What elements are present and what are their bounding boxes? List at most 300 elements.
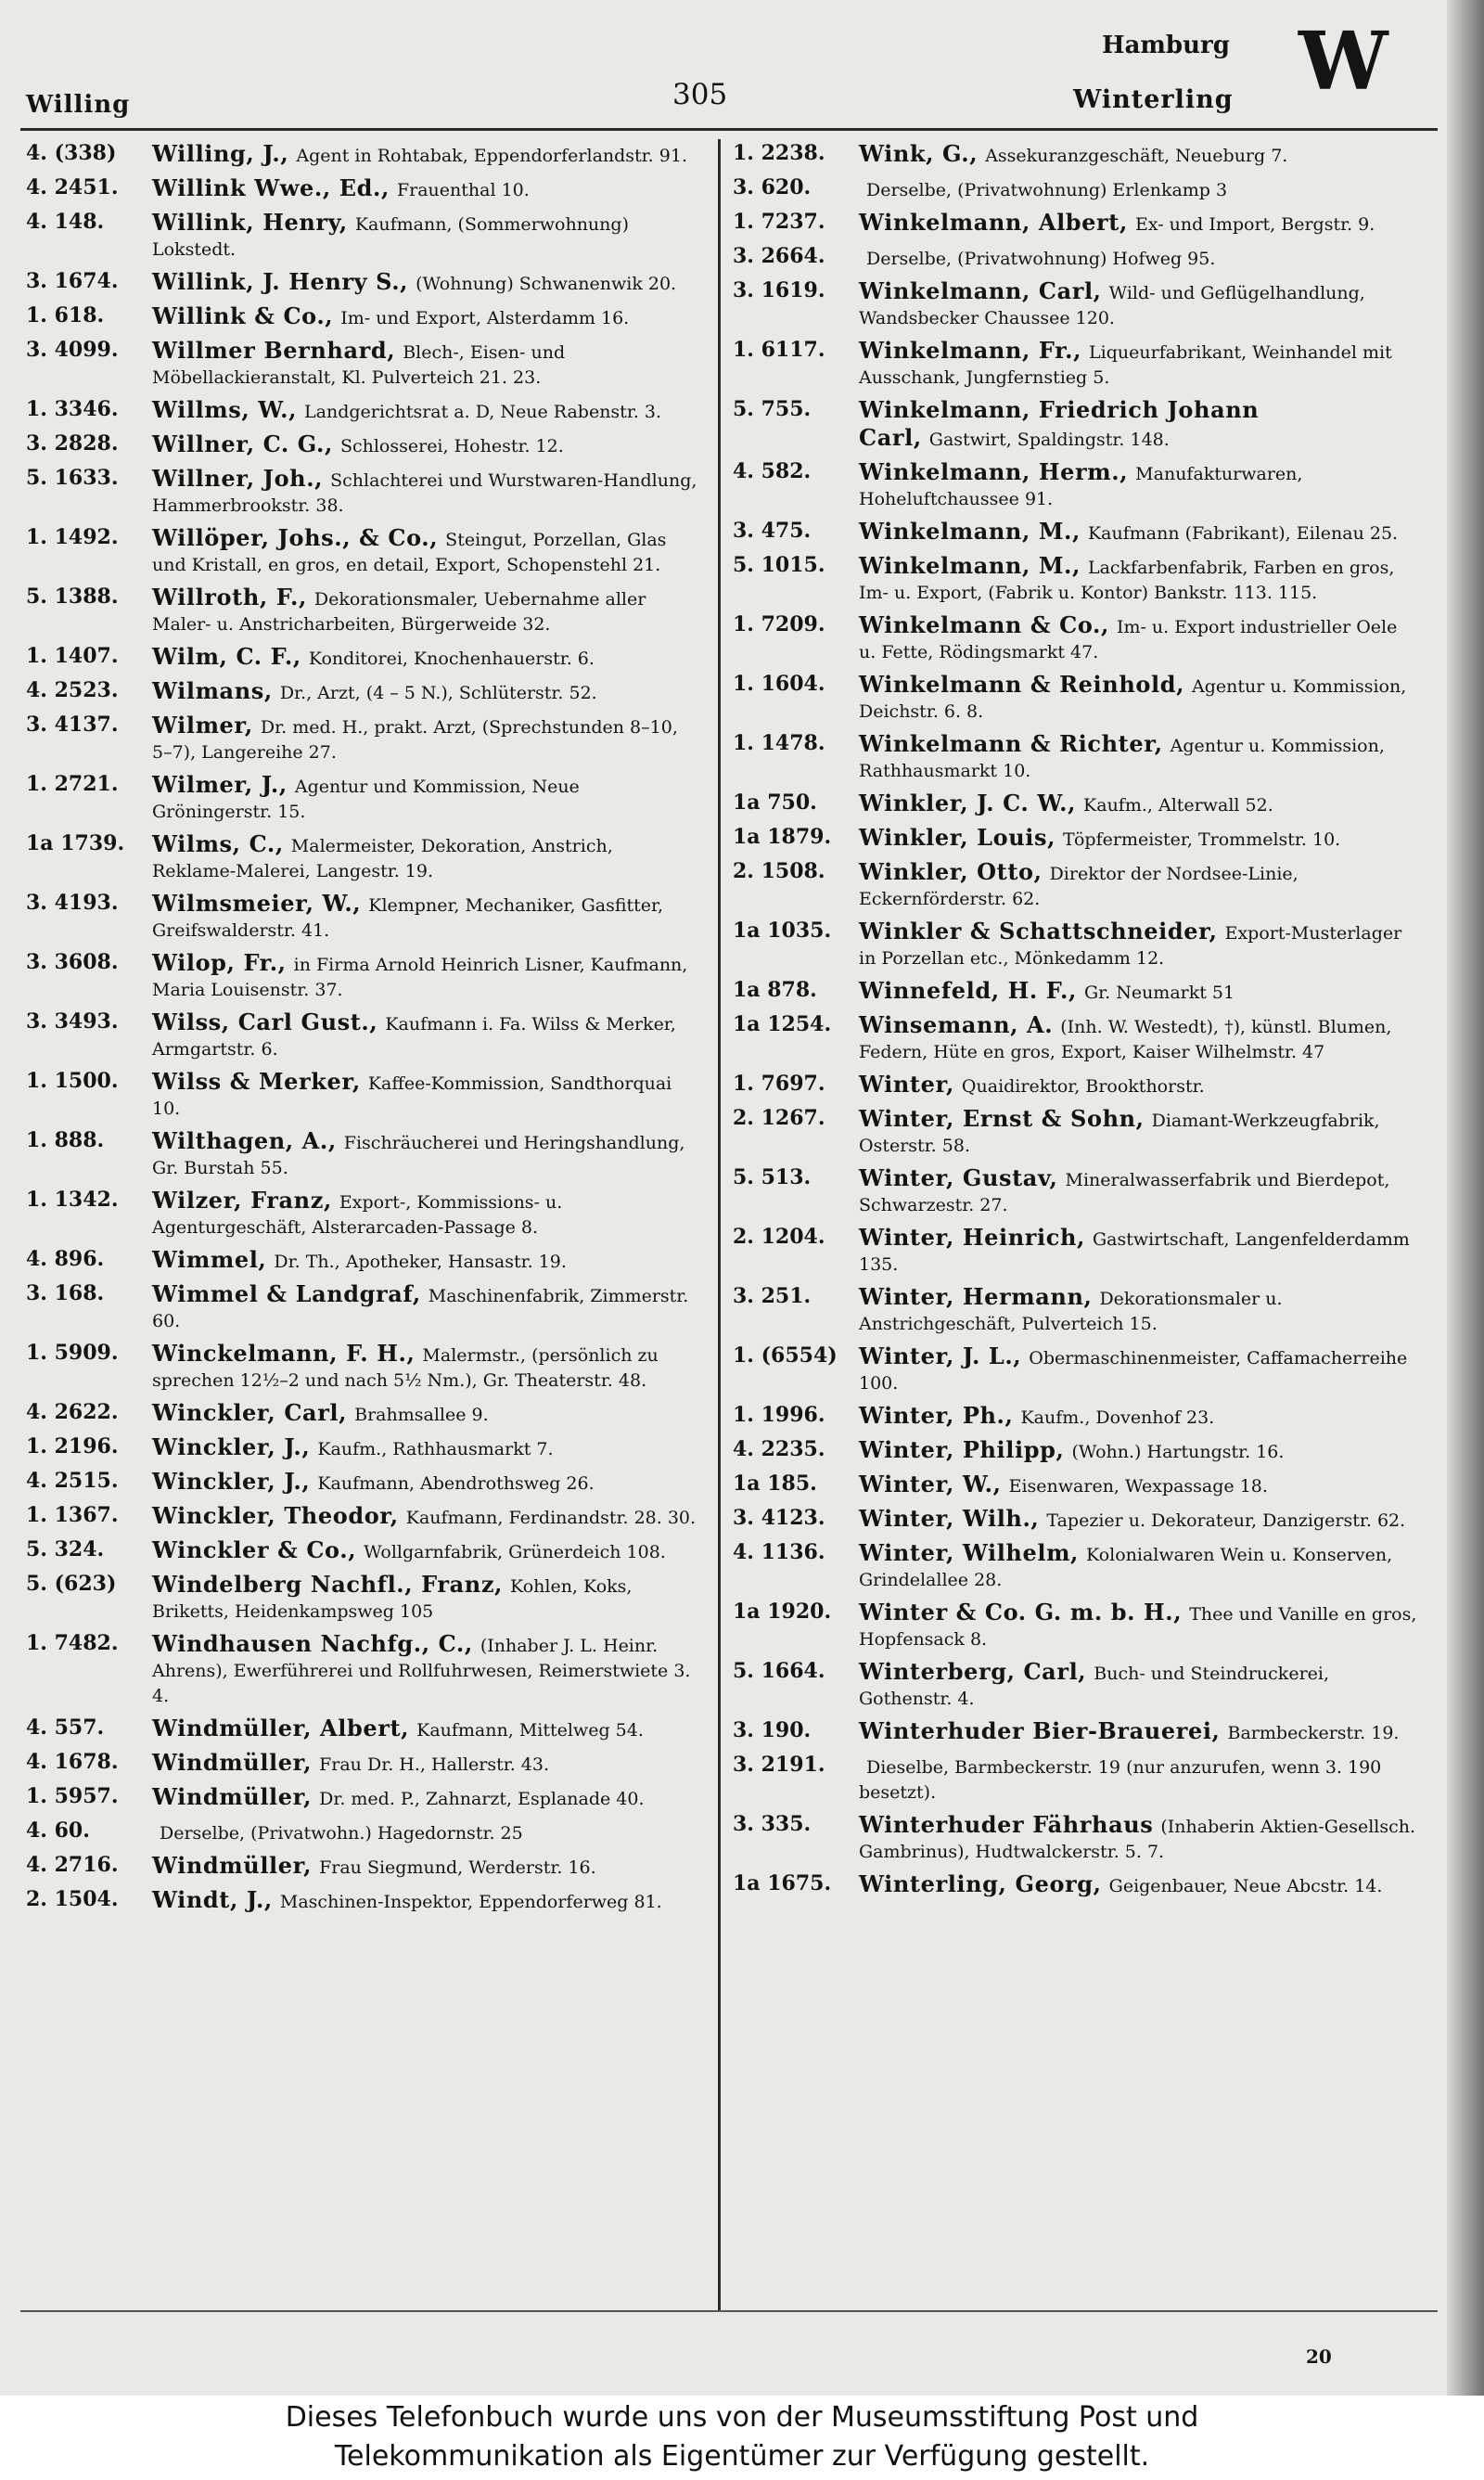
bottom-page-mark: 20 bbox=[1306, 2345, 1332, 2368]
entry-name: Windmüller, bbox=[152, 1783, 313, 1810]
entry-phone-number: 1. 1996. bbox=[733, 1403, 825, 1427]
entry-detail: Frau Dr. H., Hallerstr. 43. bbox=[319, 1754, 550, 1775]
entry-detail: Mineralwasserfabrik und Bierdepot, Schwarzestr. 27. bbox=[859, 1170, 1390, 1215]
directory-entry bbox=[733, 825, 1419, 853]
entry-detail: Thee und Vanille en gros, Hopfensack 8. bbox=[859, 1604, 1417, 1650]
entry-phone-number: 5. 1015. bbox=[733, 553, 825, 577]
entry-name: Winsemann, A. bbox=[859, 1011, 1054, 1038]
directory-entry bbox=[733, 1871, 1419, 1899]
entry-detail: Dr. med. P., Zahnarzt, Esplanade 40. bbox=[319, 1789, 645, 1809]
directory-entry bbox=[26, 1009, 697, 1062]
column-divider bbox=[718, 139, 721, 2310]
directory-entry bbox=[26, 950, 697, 1003]
entry-name: Winter, Wilh., bbox=[859, 1505, 1040, 1532]
directory-entry bbox=[733, 1506, 1419, 1534]
entry-detail: Derselbe, (Privatwohnung) Hofweg 95. bbox=[866, 249, 1216, 269]
entry-detail: Dieselbe, Barmbeckerstr. 19 (nur anzurufen, wenn 3. 190 besetzt). bbox=[859, 1757, 1382, 1803]
entry-phone-number: 1a 878. bbox=[733, 978, 817, 1002]
entry-name: Windmüller, Albert, bbox=[152, 1715, 410, 1741]
directory-entry bbox=[26, 772, 697, 825]
entry-detail: Maschinen-Inspektor, Eppendorferweg 81. bbox=[279, 1892, 662, 1912]
directory-entry bbox=[26, 1572, 697, 1625]
entry-phone-number: 4. 2523. bbox=[26, 678, 119, 702]
entry-detail: Tapezier u. Dekorateur, Danzigerstr. 62. bbox=[1046, 1510, 1406, 1531]
entry-name: Willroth, F., bbox=[152, 584, 307, 610]
entry-phone-number: 1a 1254. bbox=[733, 1012, 832, 1036]
entry-detail: Kaufmann (Fabrikant), Eilenau 25. bbox=[1087, 523, 1399, 544]
directory-entry bbox=[733, 1471, 1419, 1499]
directory-entry bbox=[26, 1537, 697, 1565]
page-edge-shadow bbox=[1447, 0, 1484, 2396]
entry-detail: Derselbe, (Privatwohn.) Hagedornstr. 25 bbox=[160, 1823, 523, 1844]
footer-notice bbox=[0, 2397, 1484, 2480]
entry-detail: Gastwirt, Spaldingstr. 148. bbox=[928, 430, 1170, 450]
entry-name: Willink, J. Henry S., bbox=[152, 268, 409, 295]
entry-phone-number: 1. 618. bbox=[26, 303, 105, 328]
entry-name: Winterberg, Carl, bbox=[859, 1658, 1087, 1685]
entry-detail: Schlosserei, Hohestr. 12. bbox=[339, 436, 564, 456]
right-column bbox=[733, 141, 1419, 1906]
entry-name: Winkelmann, Carl, bbox=[859, 277, 1102, 304]
directory-entry bbox=[26, 338, 697, 391]
entry-detail: Kaufm., Rathhausmarkt 7. bbox=[317, 1439, 554, 1459]
entry-detail: Kaufmann, Ferdinandstr. 28. 30. bbox=[405, 1508, 697, 1528]
entry-detail: Manufakturwaren, Hoheluftchaussee 91. bbox=[859, 464, 1303, 509]
directory-entry bbox=[733, 1659, 1419, 1712]
entry-phone-number: 1. 1500. bbox=[26, 1069, 119, 1093]
entry-phone-number: 4. 2622. bbox=[26, 1400, 119, 1424]
entry-phone-number: 1a 1035. bbox=[733, 919, 832, 943]
entry-name: Wilmans, bbox=[152, 677, 273, 704]
entry-name: Willms, W., bbox=[152, 396, 298, 423]
entry-name: Wilm, C. F., bbox=[152, 643, 301, 670]
entry-name: Winkelmann & Richter, bbox=[859, 730, 1163, 757]
entry-name: Willöper, Johs., & Co., bbox=[152, 524, 439, 551]
entry-phone-number: 3. 2664. bbox=[733, 244, 825, 268]
entry-detail: Obermaschinenmeister, Caffamacherreihe 100. bbox=[859, 1348, 1408, 1394]
directory-entry bbox=[26, 1128, 697, 1181]
entry-detail: Im- und Export, Alsterdamm 16. bbox=[340, 308, 630, 328]
directory-entry bbox=[26, 1247, 697, 1275]
entry-phone-number: 1. 2721. bbox=[26, 772, 119, 796]
directory-entry bbox=[26, 1069, 697, 1122]
entry-phone-number: 4. (338) bbox=[26, 141, 117, 165]
directory-entry bbox=[733, 1284, 1419, 1337]
entry-phone-number: 1. (6554) bbox=[733, 1343, 838, 1368]
directory-entry bbox=[26, 891, 697, 944]
entry-phone-number: 3. 4137. bbox=[26, 713, 119, 737]
directory-entry bbox=[733, 1165, 1419, 1218]
entry-detail: Malermstr., (persönlich zu sprechen 12½–2 und nach 5½ Nm.), Gr. Theaterstr. 48. bbox=[152, 1345, 659, 1391]
directory-entry bbox=[26, 1715, 697, 1743]
entry-phone-number: 1. 7482. bbox=[26, 1631, 119, 1655]
entry-name: Wilss, Carl Gust., bbox=[152, 1009, 378, 1035]
entry-phone-number: 3. 3608. bbox=[26, 950, 119, 974]
entry-name: Winkler & Schattschneider, bbox=[859, 918, 1218, 944]
entry-detail: Fischräucherei und Heringshandlung, Gr. Burstah 55. bbox=[152, 1133, 685, 1178]
entry-detail: Im- u. Export industrieller Oele u. Fette, Rödingsmarkt 47. bbox=[859, 617, 1398, 662]
entry-phone-number: 1a 1920. bbox=[733, 1600, 832, 1624]
entry-name: Winter, W., bbox=[859, 1471, 1002, 1497]
entry-phone-number: 3. 2828. bbox=[26, 431, 119, 456]
entry-phone-number: 3. 4193. bbox=[26, 891, 119, 915]
entry-name: Winckler, Theodor, bbox=[152, 1502, 399, 1529]
entry-detail: Gastwirtschaft, Langenfelderdamm 135. bbox=[859, 1229, 1410, 1275]
entry-phone-number: 1. 888. bbox=[26, 1128, 105, 1152]
entry-name: Winkelmann, M., bbox=[859, 518, 1081, 545]
entry-name: Winkelmann, Fr., bbox=[859, 337, 1082, 364]
entry-detail: Dr. Th., Apotheker, Hansastr. 19. bbox=[274, 1252, 567, 1272]
entry-phone-number: 4. 60. bbox=[26, 1818, 90, 1843]
entry-detail: Kaufm., Dovenhof 23. bbox=[1020, 1407, 1215, 1428]
directory-entry bbox=[26, 1400, 697, 1428]
entry-detail: Dr. med. H., prakt. Arzt, (Sprechstunden 8–10, 5–7), Langereihe 27. bbox=[152, 717, 678, 763]
entry-phone-number: 4. 896. bbox=[26, 1247, 105, 1271]
entry-detail: Landgerichtsrat a. D, Neue Rabenstr. 3. bbox=[304, 402, 662, 422]
entry-phone-number: 1. 2238. bbox=[733, 141, 825, 165]
entry-detail: Kaufmann, Mittelweg 54. bbox=[416, 1720, 644, 1741]
entry-phone-number: 4. 2515. bbox=[26, 1469, 119, 1493]
entry-name: Willink, Henry, bbox=[152, 209, 348, 236]
directory-entry bbox=[733, 553, 1419, 606]
directory-entry bbox=[733, 1437, 1419, 1465]
entry-detail: Kaufm., Alterwall 52. bbox=[1083, 795, 1273, 816]
entry-name: Windhausen Nachfg., C., bbox=[152, 1630, 473, 1657]
entry-detail: Lackfarbenfabrik, Farben en gros, Im- u. Export, (Fabrik u. Kontor) Bankstr. 113. 115. bbox=[859, 558, 1395, 603]
directory-entry bbox=[733, 672, 1419, 725]
directory-entry bbox=[26, 644, 697, 672]
directory-entry bbox=[26, 1434, 697, 1462]
entry-detail: Assekuranzgeschäft, Neueburg 7. bbox=[985, 146, 1288, 166]
entry-detail: Kohlen, Koks, Briketts, Heidenkampsweg 105 bbox=[152, 1576, 633, 1622]
entry-detail: Dekorationsmaler, Uebernahme aller Maler- u. Anstricharbeiten, Bürgerweide 32. bbox=[152, 589, 646, 635]
entry-name: Winter, Ernst & Sohn, bbox=[859, 1105, 1145, 1132]
entry-name: Winckler & Co., bbox=[152, 1536, 357, 1563]
entry-detail: Export-, Kommissions- u. Agenturgeschäft, Alsterarcaden-Passage 8. bbox=[152, 1192, 563, 1238]
entry-phone-number: 3. 620. bbox=[733, 175, 812, 199]
entry-phone-number: 1. 1492. bbox=[26, 525, 119, 549]
entry-name: Wilmer, bbox=[152, 712, 253, 739]
header-city: Hamburg bbox=[1102, 32, 1230, 59]
entry-phone-number: 4. 582. bbox=[733, 459, 812, 483]
entry-phone-number: 1a 1675. bbox=[733, 1871, 832, 1895]
entry-detail: Kolonialwaren Wein u. Konserven, Grindelallee 28. bbox=[859, 1545, 1393, 1590]
entry-phone-number: 4. 557. bbox=[26, 1715, 105, 1740]
directory-entry bbox=[733, 1403, 1419, 1431]
directory-entry bbox=[26, 175, 697, 203]
directory-entry bbox=[26, 1750, 697, 1778]
entry-name: Winkelmann & Co., bbox=[859, 611, 1109, 638]
entry-detail: Ex- und Import, Bergstr. 9. bbox=[1134, 214, 1375, 235]
entry-name: Willner, Joh., bbox=[152, 465, 324, 492]
directory-entry bbox=[26, 397, 697, 425]
entry-name: Winter, Hermann, bbox=[859, 1283, 1093, 1310]
header-last-name: Winterling bbox=[1073, 85, 1234, 114]
entry-phone-number: 3. 335. bbox=[733, 1812, 812, 1836]
entry-name: Winkler, J. C. W., bbox=[859, 790, 1077, 816]
entry-phone-number: 1. 1604. bbox=[733, 672, 825, 696]
entry-phone-number: 2. 1204. bbox=[733, 1225, 825, 1249]
entry-name: Winckler, Carl, bbox=[152, 1399, 348, 1426]
entry-name: Windmüller, bbox=[152, 1749, 313, 1776]
directory-entry bbox=[733, 1812, 1419, 1865]
entry-phone-number: 3. 475. bbox=[733, 519, 812, 543]
directory-entry bbox=[733, 919, 1419, 971]
entry-detail: Quaidirektor, Brookthorstr. bbox=[961, 1076, 1205, 1097]
entry-name: Winkelmann, Albert, bbox=[859, 209, 1128, 236]
directory-entry bbox=[733, 244, 1419, 272]
directory-entry bbox=[26, 1631, 697, 1709]
entry-name: Winkler, Louis, bbox=[859, 824, 1056, 851]
entry-phone-number: 3. 1674. bbox=[26, 269, 119, 293]
entry-name: Willner, C. G., bbox=[152, 430, 333, 457]
directory-entry bbox=[733, 210, 1419, 238]
header-page-number: 305 bbox=[672, 78, 728, 111]
directory-entry bbox=[26, 1853, 697, 1881]
directory-entry bbox=[26, 466, 697, 519]
directory-entry bbox=[26, 1887, 697, 1915]
entry-detail: Diamant-Werkzeugfabrik, Osterstr. 58. bbox=[859, 1111, 1380, 1156]
entry-phone-number: 1. 5909. bbox=[26, 1341, 119, 1365]
entry-name: Winckelmann, F. H., bbox=[152, 1340, 416, 1367]
entry-phone-number: 4. 1136. bbox=[733, 1540, 825, 1564]
entry-name: Winkelmann & Reinhold, bbox=[859, 671, 1185, 698]
entry-phone-number: 1a 1879. bbox=[733, 825, 832, 849]
directory-entry bbox=[733, 278, 1419, 331]
directory-entry bbox=[26, 1818, 697, 1846]
entry-name: Winter, Ph., bbox=[859, 1402, 1014, 1429]
entry-phone-number: 1. 5957. bbox=[26, 1784, 119, 1808]
entry-detail: Derselbe, (Privatwohnung) Erlenkamp 3 bbox=[866, 180, 1228, 200]
entry-name: Wilmer, J., bbox=[152, 771, 288, 798]
entry-phone-number: 4. 148. bbox=[26, 210, 105, 234]
left-column bbox=[26, 141, 697, 1921]
header-rule bbox=[20, 128, 1438, 131]
entry-name: Wilthagen, A., bbox=[152, 1127, 337, 1154]
directory-entry bbox=[733, 175, 1419, 203]
entry-detail: Agent in Rohtabak, Eppendorferlandstr. 91. bbox=[296, 146, 687, 166]
directory-entry bbox=[733, 1540, 1419, 1593]
entry-detail: Buch- und Steindruckerei, Gothenstr. 4. bbox=[859, 1664, 1330, 1709]
entry-name: Winkelmann, M., bbox=[859, 552, 1081, 579]
entry-detail: Frauenthal 10. bbox=[396, 180, 530, 200]
directory-entry bbox=[26, 1784, 697, 1812]
entry-phone-number: 4. 2451. bbox=[26, 175, 119, 199]
entry-phone-number: 5. 513. bbox=[733, 1165, 812, 1189]
entry-detail: (Inh. W. Westedt), †), künstl. Blumen, Federn, Hüte en gros, Export, Kaiser Wilhelmstr. 47 bbox=[859, 1017, 1392, 1062]
entry-name: Willink & Co., bbox=[152, 302, 334, 329]
entry-name: Willmer Bernhard, bbox=[152, 337, 396, 364]
entry-phone-number: 3. 3493. bbox=[26, 1009, 119, 1034]
entry-phone-number: 3. 2191. bbox=[733, 1753, 825, 1777]
directory-entry bbox=[26, 831, 697, 884]
directory-entry bbox=[26, 525, 697, 578]
entry-detail: Direktor der Nordsee-Linie, Eckernförderstr. 62. bbox=[859, 864, 1298, 909]
entry-detail: (Wohn.) Hartungstr. 16. bbox=[1071, 1442, 1285, 1462]
entry-detail: Geigenbauer, Neue Abcstr. 14. bbox=[1108, 1876, 1383, 1896]
entry-detail: Steingut, Porzellan, Glas und Kristall, en gros, en detail, Export, Schopenstehl 21. bbox=[152, 530, 667, 575]
entry-name: Wimmel, bbox=[152, 1246, 267, 1273]
entry-name: Winterhuder Fährhaus bbox=[859, 1811, 1154, 1838]
directory-entry bbox=[733, 1343, 1419, 1396]
entry-name: Winckler, J., bbox=[152, 1468, 311, 1495]
entry-detail: Töpfermeister, Trommelstr. 10. bbox=[1063, 829, 1341, 850]
directory-entry bbox=[26, 210, 697, 263]
entry-detail: Malermeister, Dekoration, Anstrich, Reklame-Malerei, Langestr. 19. bbox=[152, 836, 613, 881]
directory-entry bbox=[733, 459, 1419, 512]
footer-line-2: Telekommunikation als Eigentümer zur Verfügung gestellt. bbox=[334, 2440, 1150, 2473]
directory-entry bbox=[26, 678, 697, 706]
footer-line-1: Dieses Telefonbuch wurde uns von der Museumsstiftung Post und bbox=[285, 2401, 1199, 2434]
directory-entry bbox=[26, 1341, 697, 1394]
entry-detail: Wild- und Geflügelhandlung, Wandsbecker Chaussee 120. bbox=[859, 283, 1365, 328]
entry-detail: Frau Siegmund, Werderstr. 16. bbox=[319, 1857, 596, 1878]
directory-entry bbox=[733, 859, 1419, 912]
entry-detail: Gr. Neumarkt 51 bbox=[1083, 983, 1235, 1003]
entry-detail: Schlachterei und Wurstwaren-Handlung, Hammerbrookstr. 38. bbox=[152, 470, 697, 516]
entry-phone-number: 2. 1508. bbox=[733, 859, 825, 883]
entry-phone-number: 5. (623) bbox=[26, 1572, 117, 1596]
entry-detail: Maschinenfabrik, Zimmerstr. 60. bbox=[152, 1286, 689, 1331]
entry-detail: Wollgarnfabrik, Grünerdeich 108. bbox=[364, 1542, 666, 1562]
entry-name: Winter, bbox=[859, 1071, 954, 1098]
entry-detail: Blech-, Eisen- und Möbellackieranstalt, Kl. Pulverteich 21. 23. bbox=[152, 342, 566, 388]
entry-detail: Liqueurfabrikant, Weinhandel mit Ausschank, Jungfernstieg 5. bbox=[859, 342, 1392, 388]
directory-entry bbox=[733, 790, 1419, 818]
entry-detail: Eisenwaren, Wexpassage 18. bbox=[1008, 1476, 1268, 1497]
entry-phone-number: 1. 7697. bbox=[733, 1072, 825, 1096]
entry-detail: (Inhaberin Aktien-Gesellsch. Gambrinus), Hudtwalckerstr. 5. 7. bbox=[859, 1817, 1416, 1862]
entry-name: Winterling, Georg, bbox=[859, 1870, 1102, 1897]
entry-phone-number: 3. 251. bbox=[733, 1284, 812, 1308]
entry-phone-number: 1. 3346. bbox=[26, 397, 119, 421]
directory-entry bbox=[733, 141, 1419, 169]
entry-name: Winter, J. L., bbox=[859, 1343, 1022, 1369]
entry-phone-number: 1. 2196. bbox=[26, 1434, 119, 1458]
entry-name: Windt, J., bbox=[152, 1886, 273, 1913]
header-letter: W bbox=[1298, 15, 1388, 109]
entry-name: Winkelmann, Friedrich Johann Carl, bbox=[859, 396, 1260, 451]
directory-entry bbox=[733, 612, 1419, 665]
header-first-name: Willing bbox=[26, 91, 131, 119]
entry-detail: (Wohnung) Schwanenwik 20. bbox=[416, 274, 677, 294]
directory-entry bbox=[26, 1188, 697, 1240]
entry-name: Wink, G., bbox=[859, 140, 979, 167]
entry-phone-number: 3. 190. bbox=[733, 1718, 812, 1742]
bottom-rule bbox=[20, 2310, 1438, 2312]
entry-name: Winter, Wilhelm, bbox=[859, 1539, 1080, 1566]
directory-entry bbox=[26, 303, 697, 331]
entry-detail: Agentur u. Kommission, Deichstr. 6. 8. bbox=[859, 676, 1407, 722]
entry-phone-number: 4. 2716. bbox=[26, 1853, 119, 1877]
entry-name: Winkler, Otto, bbox=[859, 858, 1043, 885]
directory-entry bbox=[733, 1753, 1419, 1805]
entry-name: Winter, Gustav, bbox=[859, 1164, 1058, 1191]
entry-phone-number: 1. 1407. bbox=[26, 644, 119, 668]
entry-phone-number: 3. 4123. bbox=[733, 1506, 825, 1530]
entry-detail: Agentur u. Kommission, Rathhausmarkt 10. bbox=[859, 736, 1385, 781]
entry-detail: Kaufmann i. Fa. Wilss & Merker, Armgartstr. 6. bbox=[152, 1014, 676, 1060]
entry-phone-number: 3. 1619. bbox=[733, 278, 825, 302]
directory-entry bbox=[733, 519, 1419, 546]
entry-name: Winterhuder Bier-Brauerei, bbox=[859, 1717, 1221, 1744]
entry-name: Windelberg Nachfl., Franz, bbox=[152, 1571, 504, 1598]
directory-entry bbox=[733, 978, 1419, 1006]
entry-phone-number: 2. 1267. bbox=[733, 1106, 825, 1130]
entry-name: Wilzer, Franz, bbox=[152, 1187, 332, 1214]
directory-entry bbox=[733, 1106, 1419, 1159]
entry-detail: Export-Musterlager in Porzellan etc., Mönkedamm 12. bbox=[859, 923, 1402, 969]
entry-name: Winckler, J., bbox=[152, 1433, 311, 1460]
entry-phone-number: 5. 1633. bbox=[26, 466, 119, 490]
entry-phone-number: 1a 185. bbox=[733, 1471, 817, 1496]
directory-entry bbox=[26, 269, 697, 297]
entry-detail: Kaufmann, Abendrothsweg 26. bbox=[317, 1473, 595, 1494]
entry-name: Winter & Co. G. m. b. H., bbox=[859, 1599, 1183, 1625]
entry-name: Windmüller, bbox=[152, 1852, 313, 1879]
directory-entry bbox=[26, 1503, 697, 1531]
entry-name: Winter, Heinrich, bbox=[859, 1224, 1085, 1251]
entry-detail: Kaffee-Kommission, Sandthorquai 10. bbox=[152, 1073, 672, 1119]
entry-phone-number: 4. 1678. bbox=[26, 1750, 119, 1774]
entry-phone-number: 1a 750. bbox=[733, 790, 817, 815]
entry-phone-number: 5. 755. bbox=[733, 397, 812, 421]
entry-phone-number: 1. 6117. bbox=[733, 338, 825, 362]
entry-phone-number: 3. 168. bbox=[26, 1281, 105, 1305]
directory-entry bbox=[733, 1012, 1419, 1065]
directory-entry bbox=[733, 731, 1419, 784]
entry-detail: (Inhaber J. L. Heinr. Ahrens), Ewerführerei und Rollfuhrwesen, Reimerstwiete 3. 4. bbox=[152, 1636, 691, 1706]
entry-name: Wilop, Fr., bbox=[152, 949, 287, 976]
entry-phone-number: 4. 2235. bbox=[733, 1437, 825, 1461]
entry-phone-number: 1. 7209. bbox=[733, 612, 825, 636]
entry-phone-number: 1. 1367. bbox=[26, 1503, 119, 1527]
directory-entry bbox=[733, 1225, 1419, 1278]
entry-detail: Barmbeckerstr. 19. bbox=[1227, 1723, 1400, 1743]
directory-entry bbox=[26, 431, 697, 459]
directory-entry bbox=[26, 1469, 697, 1497]
entry-phone-number: 1. 7237. bbox=[733, 210, 825, 234]
directory-entry bbox=[26, 141, 697, 169]
entry-detail: Kaufmann, (Sommerwohnung) Lokstedt. bbox=[152, 214, 629, 260]
entry-phone-number: 5. 1388. bbox=[26, 585, 119, 609]
entry-name: Winter, Philipp, bbox=[859, 1436, 1065, 1463]
directory-entry bbox=[26, 713, 697, 765]
entry-phone-number: 1a 1739. bbox=[26, 831, 125, 855]
directory-entry bbox=[733, 338, 1419, 391]
entry-detail: Dr., Arzt, (4 – 5 N.), Schlüterstr. 52. bbox=[279, 683, 597, 703]
directory-entry bbox=[733, 1600, 1419, 1652]
entry-name: Wimmel & Landgraf, bbox=[152, 1280, 421, 1307]
entry-phone-number: 5. 1664. bbox=[733, 1659, 825, 1683]
entry-phone-number: 2. 1504. bbox=[26, 1887, 119, 1911]
entry-name: Willink Wwe., Ed., bbox=[152, 174, 390, 201]
entry-name: Winkelmann, Herm., bbox=[859, 458, 1129, 485]
directory-entry bbox=[26, 1281, 697, 1334]
directory-entry bbox=[733, 1718, 1419, 1746]
directory-entry bbox=[26, 585, 697, 637]
entry-name: Willing, J., bbox=[152, 140, 289, 167]
entry-detail: Klempner, Mechaniker, Gasfitter, Greifswalderstr. 41. bbox=[152, 895, 664, 941]
entry-detail: Brahmsallee 9. bbox=[354, 1405, 489, 1425]
entry-detail: in Firma Arnold Heinrich Lisner, Kaufmann, Maria Louisenstr. 37. bbox=[152, 955, 688, 1000]
directory-entry bbox=[733, 397, 1419, 453]
entry-detail: Konditorei, Knochenhauerstr. 6. bbox=[308, 649, 595, 669]
entry-phone-number: 1. 1478. bbox=[733, 731, 825, 755]
directory-entry bbox=[733, 1072, 1419, 1099]
entry-name: Wilms, C., bbox=[152, 830, 284, 857]
entry-phone-number: 5. 324. bbox=[26, 1537, 105, 1561]
